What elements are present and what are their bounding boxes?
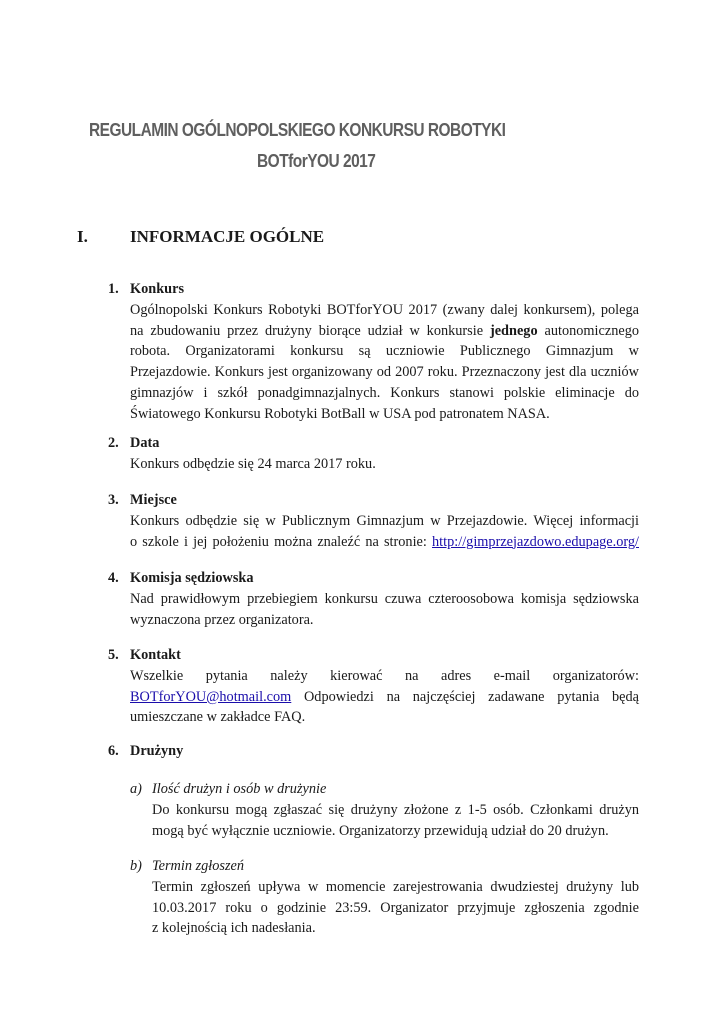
item-heading: [108, 490, 639, 511]
document-title-line-2: BOTforYOU 2017: [257, 151, 376, 171]
item-number: 6.: [108, 743, 119, 759]
item-heading-label: Miejsce: [130, 492, 177, 508]
body-line: Do konkursu mogą zgłaszać się drużyny złożone z 1-5 osób. Członkami drużyn: [152, 801, 639, 818]
body-line: o szkole i jej położeniu można znaleźć na stronie: http://gimprzejazdowo.edupage.org/: [130, 533, 639, 550]
school-website-link[interactable]: http://gimprzejazdowo.edupage.org/: [432, 533, 639, 550]
item-komisja: [108, 568, 639, 630]
body-line: Konkurs odbędzie się w Publicznym Gimnazjum w Przejazdowie. Więcej informacji: [130, 512, 639, 529]
item-heading: [108, 645, 639, 666]
body-line: Światowego Konkursu Robotyki BotBall w USA pod patronatem NASA.: [130, 405, 550, 422]
body-line: mogą być wyłącznie uczniowie. Organizatorzy przewidują udział do 20 drużyn.: [152, 822, 609, 839]
body-line: wyznaczona przez organizatora.: [130, 611, 314, 628]
subitem-body: [152, 800, 639, 842]
body-line: Ogólnopolski Konkurs Robotyki BOTforYOU 2017 (zwany dalej konkursem), polega: [130, 301, 639, 318]
subitem-heading: [130, 779, 639, 800]
body-line: Przejazdowie. Konkurs jest organizowany od 2007 roku. Przeznaczony jest dla uczniów: [130, 364, 639, 381]
subitem-heading-label: Ilość drużyn i osób w drużynie: [152, 781, 327, 797]
item-heading-label: Data: [130, 435, 160, 451]
item-number: 2.: [108, 435, 119, 451]
subitem-letter: b): [130, 858, 142, 874]
body-line: z kolejnością ich nadesłania.: [152, 920, 316, 937]
item-konkurs: [108, 279, 639, 425]
body-line: umieszczane w zakładce FAQ.: [130, 709, 306, 726]
body-line: gimnazjów i szkół ponadgimnazjalnych. Konkurs stanowi polskie eliminacje do: [130, 384, 639, 401]
item-data: [108, 433, 639, 475]
body-line: 10.03.2017 roku o godzinie 23:59. Organizator przyjmuje zgłoszenia zgodnie: [152, 899, 639, 916]
item-number: 3.: [108, 492, 119, 508]
item-druzyny: [108, 741, 639, 762]
item-body: [130, 454, 639, 475]
subitem-body: [152, 877, 639, 939]
item-heading-label: Drużyny: [130, 743, 184, 759]
item-heading-label: Konkurs: [130, 281, 185, 297]
email-link[interactable]: BOTforYOU@hotmail.com: [130, 688, 292, 705]
body-line: Wszelkie pytania należy kierować na adres e-mail organizatorów:: [130, 667, 639, 684]
item-body: [130, 300, 639, 425]
body-line: Termin zgłoszeń upływa w momencie zarejestrowania dwudziestej drużyny lub: [152, 878, 639, 895]
item-heading-label: Komisja sędziowska: [130, 570, 254, 586]
section-heading: [77, 227, 324, 247]
subitem-termin-zgloszen: [130, 856, 639, 939]
subitem-letter: a): [130, 781, 142, 797]
item-heading: [108, 741, 639, 762]
section-title: INFORMACJE OGÓLNE: [130, 227, 325, 246]
item-kontakt: [108, 645, 639, 728]
item-miejsce: [108, 490, 639, 552]
item-heading: [108, 279, 639, 300]
subitem-heading: [130, 856, 639, 877]
item-heading: [108, 433, 639, 454]
emphasis-text: jednego: [489, 322, 538, 339]
body-line: robota. Organizatorami konkursu są uczniowie Publicznego Gimnazjum w: [130, 343, 639, 360]
item-number: 1.: [108, 281, 119, 297]
item-number: 4.: [108, 570, 119, 586]
body-line: Konkurs odbędzie się 24 marca 2017 roku.: [130, 455, 376, 472]
item-number: 5.: [108, 647, 119, 663]
subitem-heading-label: Termin zgłoszeń: [152, 858, 245, 874]
body-line: BOTforYOU@hotmail.com Odpowiedzi na najczęściej zadawane pytania będą: [130, 688, 639, 705]
body-line: na zbudowaniu przez drużyny biorące udział w konkursie jednego autonomicznego: [130, 322, 639, 339]
document-title-line-1: REGULAMIN OGÓLNOPOLSKIEGO KONKURSU ROBOTYKI: [89, 120, 506, 140]
item-body: [130, 589, 639, 631]
item-heading-label: Kontakt: [130, 647, 181, 663]
item-heading: [108, 568, 639, 589]
section-number: I.: [77, 227, 88, 246]
body-line: Nad prawidłowym przebiegiem konkursu czuwa czteroosobowa komisja sędziowska: [130, 590, 639, 607]
item-body: [130, 511, 639, 553]
subitem-ilosc-druzyn: [130, 779, 639, 841]
item-body: [130, 666, 639, 728]
